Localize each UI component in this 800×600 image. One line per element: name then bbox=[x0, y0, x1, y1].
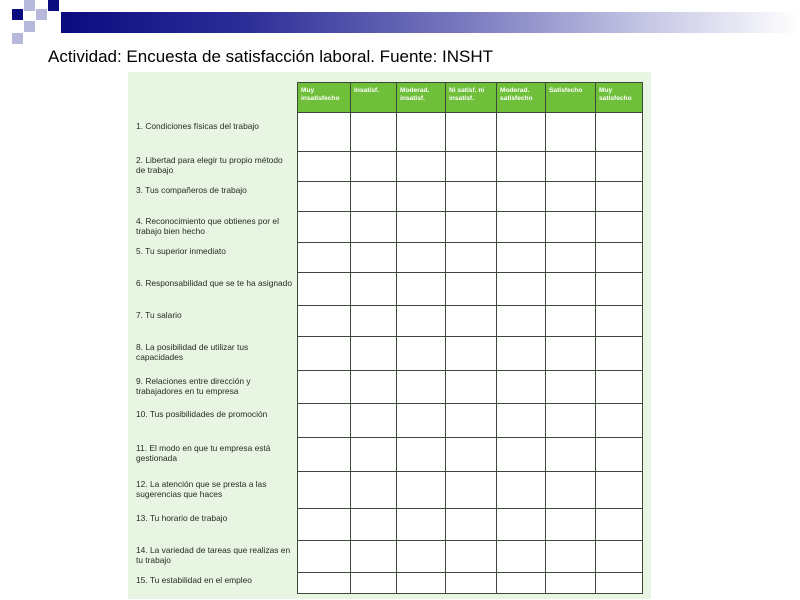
response-cell[interactable] bbox=[397, 152, 445, 181]
response-cell[interactable] bbox=[351, 472, 396, 508]
response-cell[interactable] bbox=[298, 573, 350, 594]
response-cell[interactable] bbox=[298, 182, 350, 211]
question-item bbox=[136, 575, 294, 585]
response-cell[interactable] bbox=[497, 273, 545, 305]
response-cell[interactable] bbox=[397, 306, 445, 336]
question-text: Responsabilidad que se te ha asignado bbox=[145, 277, 292, 288]
response-cell[interactable] bbox=[397, 404, 445, 437]
response-cell[interactable] bbox=[397, 182, 445, 211]
corner-square-light bbox=[24, 0, 35, 11]
response-cell[interactable] bbox=[397, 509, 445, 540]
response-cell[interactable] bbox=[446, 337, 496, 370]
response-cell[interactable] bbox=[351, 152, 396, 181]
corner-square-dark bbox=[12, 9, 23, 20]
response-cell[interactable] bbox=[351, 243, 396, 272]
response-cell[interactable] bbox=[546, 182, 595, 211]
response-cell[interactable] bbox=[298, 337, 350, 370]
response-cell[interactable] bbox=[596, 306, 641, 336]
response-cell[interactable] bbox=[397, 212, 445, 242]
question-item bbox=[136, 376, 294, 396]
response-cell[interactable] bbox=[497, 152, 545, 181]
question-text: Tu superior inmediato bbox=[145, 246, 226, 256]
response-cell[interactable] bbox=[351, 509, 396, 540]
response-cell[interactable] bbox=[497, 243, 545, 272]
question-number: 2. bbox=[136, 155, 146, 165]
question-number: 8. bbox=[136, 342, 146, 352]
response-cell[interactable] bbox=[546, 371, 595, 403]
question-number: 4. bbox=[136, 215, 146, 226]
question-text: Condiciones físicas del trabajo bbox=[145, 120, 259, 131]
response-cell[interactable] bbox=[497, 113, 545, 151]
response-cell[interactable] bbox=[546, 113, 595, 151]
response-cell[interactable] bbox=[351, 404, 396, 437]
response-cell[interactable] bbox=[397, 472, 445, 508]
response-cell[interactable] bbox=[596, 113, 641, 151]
question-item bbox=[136, 185, 294, 195]
corner-square-dark bbox=[48, 0, 59, 11]
question-text: Libertad para elegir tu propio método de trabajo bbox=[136, 155, 283, 175]
response-cell[interactable] bbox=[397, 541, 445, 572]
response-cell[interactable] bbox=[596, 152, 641, 181]
response-cell[interactable] bbox=[596, 472, 641, 508]
response-cell[interactable] bbox=[298, 113, 350, 151]
question-number: 10. bbox=[136, 409, 150, 419]
response-cell[interactable] bbox=[446, 243, 496, 272]
corner-square-light bbox=[24, 21, 35, 32]
response-cell[interactable] bbox=[298, 541, 350, 572]
question-text: Tu horario de trabajo bbox=[149, 513, 228, 523]
question-text: El modo en que tu empresa está gestionada bbox=[136, 443, 271, 463]
question-text: Tu estabilidad en el empleo bbox=[149, 575, 252, 585]
column-header: Satisfecho bbox=[546, 83, 596, 112]
question-item bbox=[136, 121, 294, 131]
question-item bbox=[136, 216, 294, 236]
response-cell[interactable] bbox=[298, 273, 350, 305]
column-header: Muy satisfecho bbox=[596, 83, 642, 112]
question-text: La atención que se presta a las sugerencias que haces bbox=[136, 478, 267, 499]
response-cell[interactable] bbox=[546, 243, 595, 272]
question-item bbox=[136, 479, 294, 499]
response-cell[interactable] bbox=[446, 404, 496, 437]
response-cell[interactable] bbox=[298, 509, 350, 540]
survey-form-image bbox=[128, 72, 651, 599]
response-cell[interactable] bbox=[351, 113, 396, 151]
response-cell[interactable] bbox=[397, 113, 445, 151]
response-cell[interactable] bbox=[298, 243, 350, 272]
question-number: 14. bbox=[136, 545, 150, 555]
response-cell[interactable] bbox=[596, 212, 641, 242]
response-cell[interactable] bbox=[546, 152, 595, 181]
question-item bbox=[136, 513, 294, 523]
response-cell[interactable] bbox=[596, 371, 641, 403]
response-cell[interactable] bbox=[497, 438, 545, 471]
question-item bbox=[136, 545, 294, 565]
response-cell[interactable] bbox=[497, 404, 545, 437]
question-number: 12. bbox=[136, 478, 150, 489]
question-number: 15. bbox=[136, 575, 150, 585]
question-item bbox=[136, 342, 294, 362]
response-cell[interactable] bbox=[298, 152, 350, 181]
response-cell[interactable] bbox=[446, 541, 496, 572]
column-header: Moderad. satisfecho bbox=[497, 83, 546, 112]
response-cell[interactable] bbox=[351, 371, 396, 403]
response-cell[interactable] bbox=[446, 438, 496, 471]
response-cell[interactable] bbox=[497, 509, 545, 540]
question-number: 5. bbox=[136, 246, 146, 256]
question-number: 7. bbox=[136, 309, 146, 320]
corner-square-light bbox=[12, 33, 23, 44]
response-cell[interactable] bbox=[497, 573, 545, 594]
response-cell[interactable] bbox=[596, 438, 641, 471]
question-text: Tus posibilidades de promoción bbox=[149, 409, 268, 419]
response-cell[interactable] bbox=[497, 182, 545, 211]
response-grid bbox=[297, 82, 643, 594]
title-gradient-bar bbox=[61, 12, 800, 33]
question-number: 3. bbox=[136, 185, 146, 195]
response-cell[interactable] bbox=[446, 573, 496, 594]
response-cell[interactable] bbox=[397, 438, 445, 471]
response-cell[interactable] bbox=[446, 182, 496, 211]
response-cell[interactable] bbox=[446, 472, 496, 508]
response-cell[interactable] bbox=[546, 509, 595, 540]
response-cell[interactable] bbox=[397, 573, 445, 594]
response-cell[interactable] bbox=[546, 306, 595, 336]
question-number: 6. bbox=[136, 277, 146, 288]
column-header: Muy insatisfecho bbox=[298, 83, 351, 112]
question-number: 13. bbox=[136, 513, 150, 523]
response-cell[interactable] bbox=[298, 404, 350, 437]
response-cell[interactable] bbox=[446, 212, 496, 242]
response-cell[interactable] bbox=[596, 337, 641, 370]
question-item bbox=[136, 443, 294, 463]
response-cell[interactable] bbox=[446, 509, 496, 540]
response-cell[interactable] bbox=[497, 306, 545, 336]
response-cell[interactable] bbox=[596, 541, 641, 572]
response-cell[interactable] bbox=[546, 573, 595, 594]
response-cell[interactable] bbox=[596, 509, 641, 540]
response-cell[interactable] bbox=[351, 438, 396, 471]
response-cell[interactable] bbox=[351, 212, 396, 242]
response-cell[interactable] bbox=[546, 273, 595, 305]
response-cell[interactable] bbox=[497, 541, 545, 572]
response-cell[interactable] bbox=[546, 404, 595, 437]
response-cell[interactable] bbox=[446, 371, 496, 403]
response-cell[interactable] bbox=[446, 273, 496, 305]
question-item bbox=[136, 246, 294, 256]
response-cell[interactable] bbox=[298, 306, 350, 336]
response-cell[interactable] bbox=[546, 472, 595, 508]
question-text: Relaciones entre dirección y trabajadores en tu empresa bbox=[136, 375, 251, 396]
response-cell[interactable] bbox=[596, 573, 641, 594]
question-number: 1. bbox=[136, 120, 146, 131]
question-item bbox=[136, 278, 294, 288]
corner-square-light bbox=[36, 9, 47, 20]
question-text: La posibilidad de utilizar tus capacidades bbox=[136, 342, 249, 362]
response-cell[interactable] bbox=[446, 306, 496, 336]
response-cell[interactable] bbox=[596, 273, 641, 305]
response-cell[interactable] bbox=[298, 212, 350, 242]
response-cell[interactable] bbox=[397, 273, 445, 305]
response-cell[interactable] bbox=[497, 337, 545, 370]
response-cell[interactable] bbox=[596, 404, 641, 437]
response-cell[interactable] bbox=[351, 573, 396, 594]
question-number: 9. bbox=[136, 375, 146, 386]
response-cell[interactable] bbox=[497, 212, 545, 242]
question-text: Tus compañeros de trabajo bbox=[145, 185, 247, 195]
response-cell[interactable] bbox=[351, 273, 396, 305]
column-header: Moderad. insatisf. bbox=[397, 83, 446, 112]
question-text: Tu salario bbox=[145, 309, 182, 320]
question-item bbox=[136, 155, 294, 175]
response-cell[interactable] bbox=[298, 371, 350, 403]
response-cell[interactable] bbox=[351, 306, 396, 336]
response-cell[interactable] bbox=[397, 243, 445, 272]
response-cell[interactable] bbox=[546, 337, 595, 370]
response-cell[interactable] bbox=[298, 438, 350, 471]
question-item bbox=[136, 409, 294, 419]
response-cell[interactable] bbox=[546, 212, 595, 242]
response-cell[interactable] bbox=[397, 337, 445, 370]
slide-title: Actividad: Encuesta de satisfacción laboral. Fuente: INSHT bbox=[48, 47, 494, 66]
response-cell[interactable] bbox=[546, 438, 595, 471]
response-cell[interactable] bbox=[497, 472, 545, 508]
question-text: Reconocimiento que obtienes por el trabajo bien hecho bbox=[136, 215, 279, 236]
question-number: 11. bbox=[136, 443, 150, 453]
response-cell[interactable] bbox=[497, 371, 545, 403]
response-cell[interactable] bbox=[351, 182, 396, 211]
response-cell[interactable] bbox=[351, 337, 396, 370]
column-header: Ni satisf. ni insatisf. bbox=[446, 83, 497, 112]
response-cell[interactable] bbox=[446, 113, 496, 151]
response-cell[interactable] bbox=[397, 371, 445, 403]
response-cell[interactable] bbox=[596, 182, 641, 211]
response-cell[interactable] bbox=[596, 243, 641, 272]
column-header: Insatisf. bbox=[351, 83, 397, 112]
response-cell[interactable] bbox=[546, 541, 595, 572]
response-cell[interactable] bbox=[298, 472, 350, 508]
question-text: La variedad de tareas que realizas en tu trabajo bbox=[136, 545, 291, 565]
response-cell[interactable] bbox=[351, 541, 396, 572]
response-cell[interactable] bbox=[446, 152, 496, 181]
question-item bbox=[136, 310, 294, 320]
